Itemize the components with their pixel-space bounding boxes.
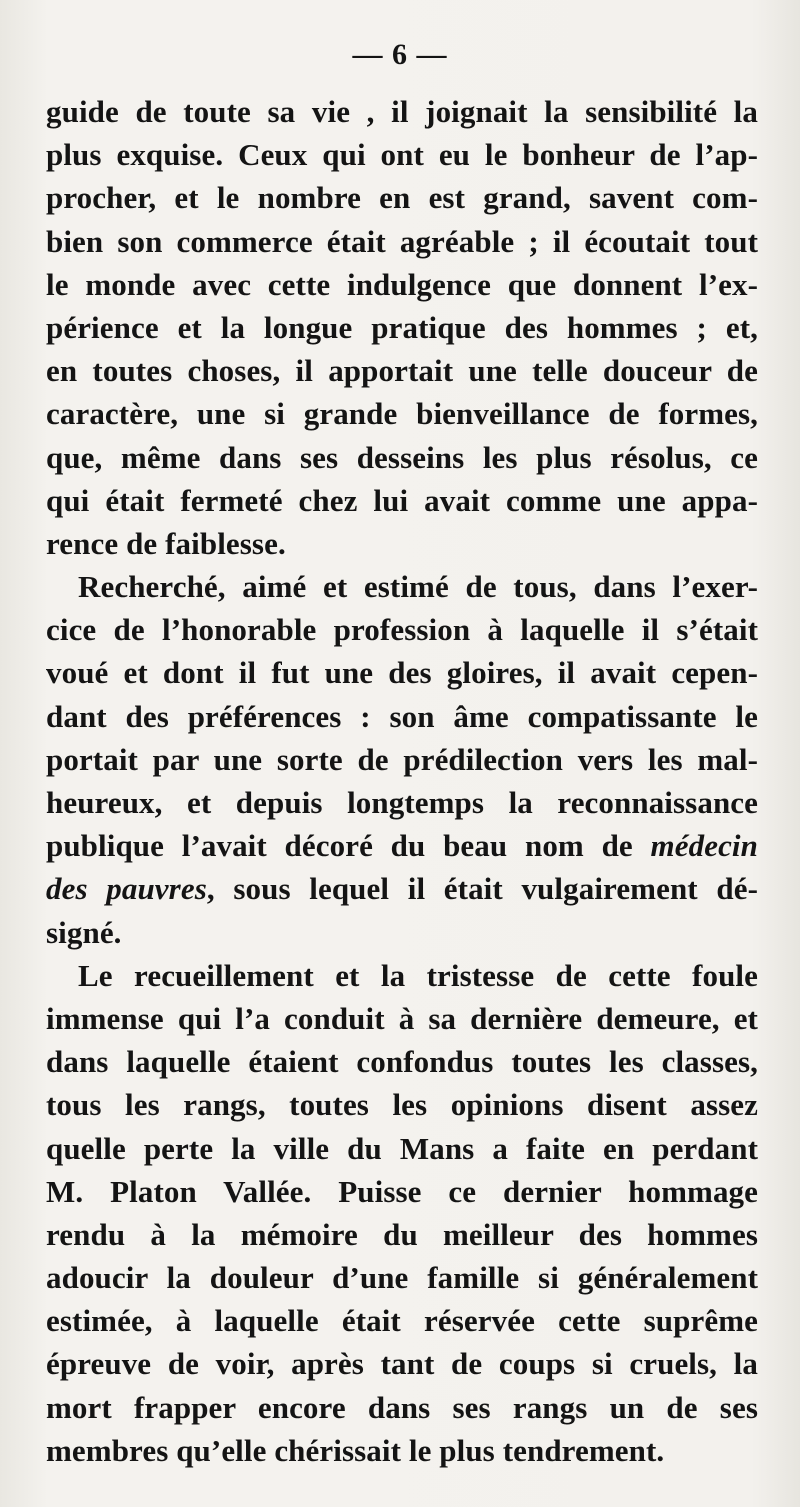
- text-line-13: cice de l’honorable profession à laquelle il s’était: [46, 612, 758, 648]
- text-line-9: que, même dans ses desseins les plus résolus, ce: [46, 439, 758, 475]
- text-line-27: rendu à la mémoire du meilleur des hommes: [46, 1216, 758, 1252]
- text-line-19-italic: des pauvres: [46, 871, 207, 907]
- text-line-5: le monde avec cette indulgence que donnent l’ex-: [46, 266, 758, 302]
- text-line-8: caractère, une si grande bienveillance de formes,: [46, 396, 758, 432]
- text-line-17: heureux, et depuis longtemps la reconnaissance: [46, 785, 758, 820]
- text-line-7: en toutes choses, il apportait une telle douceur de: [46, 353, 758, 389]
- text-line-19-plain: , sous lequel il était vulgairement dé-: [206, 871, 758, 907]
- text-line-30: épreuve de voir, après tant de coups si cruels, la: [46, 1346, 758, 1382]
- text-line-2: plus exquise. Ceux qui ont eu le bonheur de l’ap-: [46, 137, 758, 173]
- text-line-24: tous les rangs, toutes les opinions disent assez: [46, 1087, 758, 1123]
- text-line-28: adoucir la douleur d’une famille si généralement: [46, 1260, 758, 1296]
- text-line-22: immense qui l’a conduit à sa dernière demeure, et: [46, 1000, 758, 1036]
- text-line-21: Le recueillement et la tristesse de cette foule: [78, 957, 758, 993]
- text-line-12: Recherché, aimé et estimé de tous, dans l’exer-: [78, 569, 758, 605]
- text-line-10: qui était fermeté chez lui avait comme une appa-: [46, 482, 758, 518]
- text-line-4: bien son commerce était agréable ; il écoutait tout: [46, 223, 758, 259]
- text-line-29: estimée, à laquelle était réservée cette suprême: [46, 1303, 758, 1339]
- text-line-18-plain: publique l’avait décoré du beau nom de: [46, 828, 633, 864]
- text-line-18-italic: médecin: [650, 828, 758, 864]
- text-line-32: membres qu’elle chérissait le plus tendrement.: [46, 1432, 665, 1468]
- text-line-25: quelle perte la ville du Mans a faite en perdant: [46, 1130, 758, 1166]
- text-line-18: [46, 824, 758, 867]
- text-line-26: M. Platon Vallée. Puisse ce dernier hommage: [46, 1173, 758, 1209]
- text-line-31: mort frapper encore dans ses rangs un de ses: [46, 1389, 758, 1425]
- text-line-16: portait par une sorte de prédilection vers les mal-: [46, 741, 758, 777]
- text-line-19: [46, 867, 758, 910]
- text-line-6: périence et la longue pratique des hommes ; et,: [46, 309, 758, 345]
- text-line-1: guide de toute sa vie , il joignait la sensibilité la: [46, 94, 758, 129]
- text-line-23: dans laquelle étaient confondus toutes les classes,: [46, 1044, 758, 1080]
- text-line-11: rence de faiblesse.: [46, 525, 286, 561]
- text-line-14: voué et dont il fut une des gloires, il avait cepen-: [46, 655, 758, 691]
- text-line-20: signé.: [46, 914, 122, 950]
- page-number: — 6 —: [352, 38, 448, 71]
- page-body-text: [46, 90, 758, 1472]
- text-line-3: procher, et le nombre en est grand, savent com-: [46, 180, 758, 216]
- text-line-15: dant des préférences : son âme compatissante le: [46, 698, 758, 734]
